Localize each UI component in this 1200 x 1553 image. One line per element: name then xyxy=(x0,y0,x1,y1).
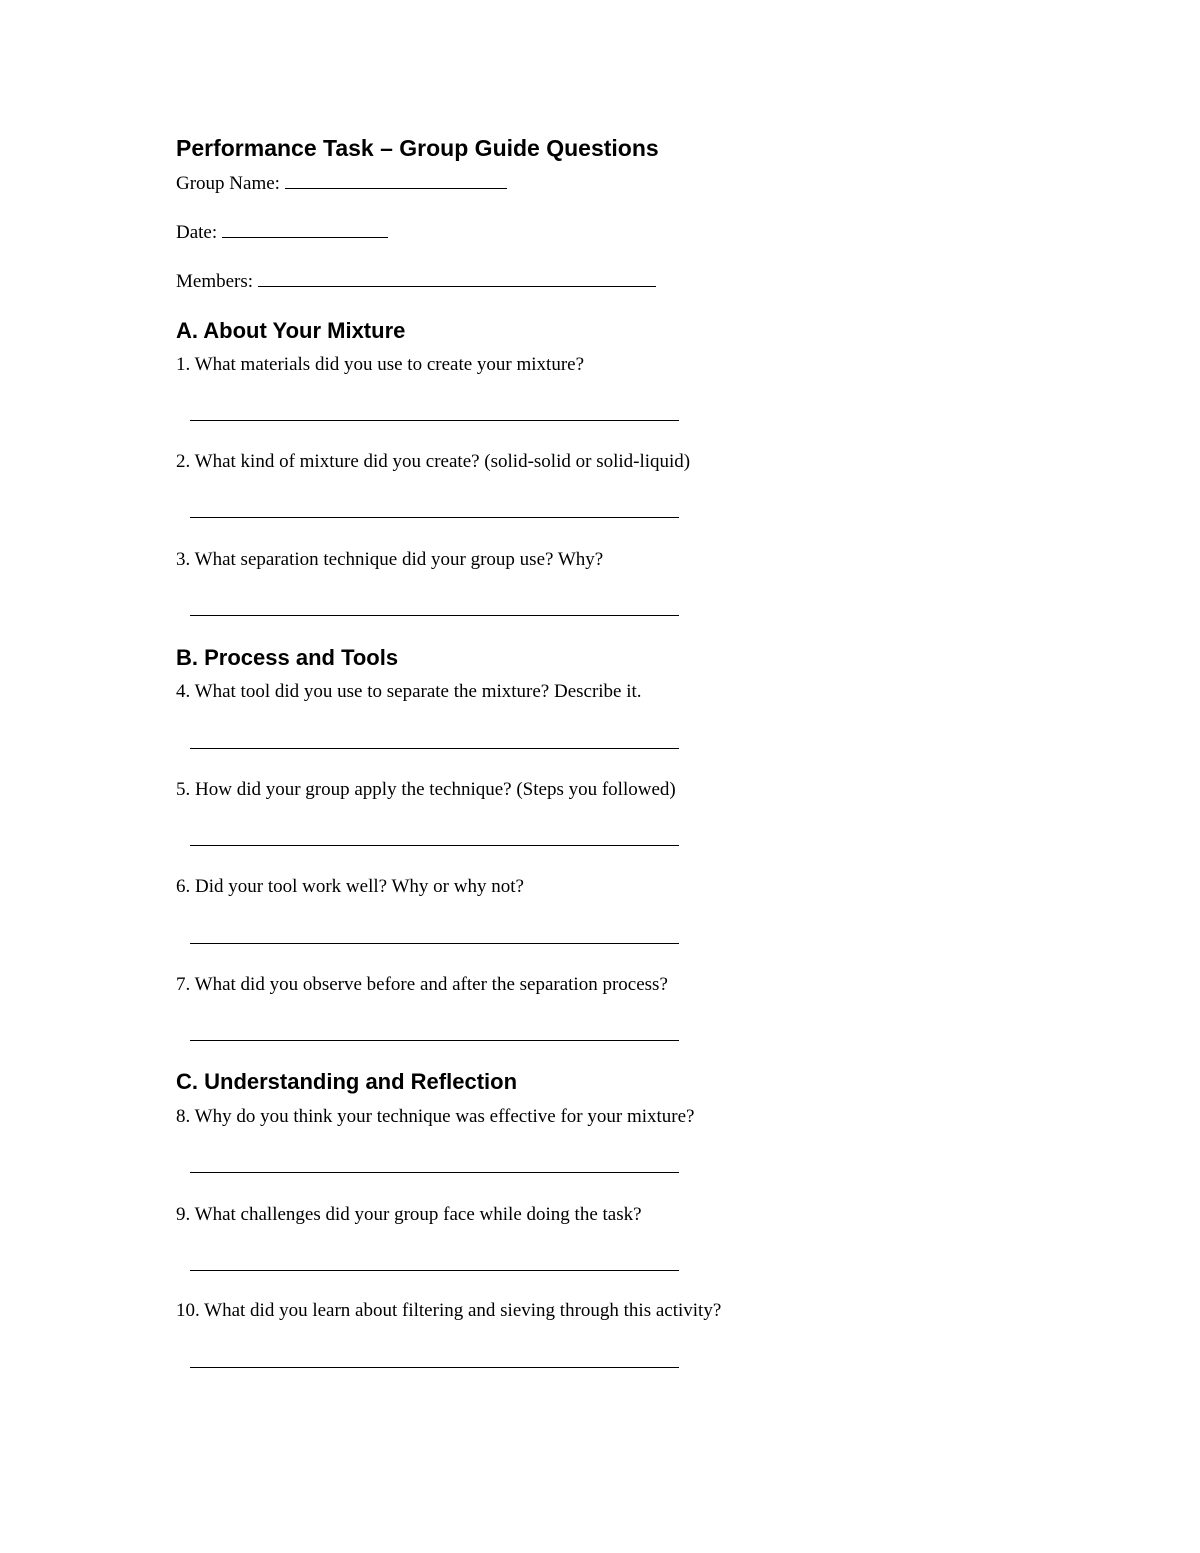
date-blank[interactable] xyxy=(222,220,388,238)
section-heading-b: B. Process and Tools xyxy=(176,645,399,670)
members-label: Members: xyxy=(176,271,254,292)
answer-line-4[interactable] xyxy=(190,748,679,749)
answer-line-3[interactable] xyxy=(190,615,679,616)
page-title: Performance Task – Group Guide Questions xyxy=(176,135,659,161)
answer-line-8[interactable] xyxy=(190,1172,679,1173)
date-label: Date: xyxy=(176,222,218,243)
answer-line-5[interactable] xyxy=(190,845,679,846)
question-1: 1. What materials did you use to create your mixture? xyxy=(176,354,585,375)
group-name-blank[interactable] xyxy=(285,171,507,189)
question-8: 8. Why do you think your technique was effective for your mixture? xyxy=(176,1106,695,1127)
answer-line-1[interactable] xyxy=(190,420,679,421)
question-3: 3. What separation technique did your group use? Why? xyxy=(176,549,604,570)
answer-line-10[interactable] xyxy=(190,1367,679,1368)
members-blank[interactable] xyxy=(258,269,656,287)
question-4: 4. What tool did you use to separate the mixture? Describe it. xyxy=(176,681,642,702)
question-9: 9. What challenges did your group face while doing the task? xyxy=(176,1204,642,1225)
answer-line-2[interactable] xyxy=(190,517,679,518)
section-heading-c: C. Understanding and Reflection xyxy=(176,1069,518,1094)
answer-line-9[interactable] xyxy=(190,1270,679,1271)
question-10: 10. What did you learn about filtering and sieving through this activity? xyxy=(176,1300,722,1321)
members-row xyxy=(176,269,656,294)
date-row xyxy=(176,220,388,245)
question-5: 5. How did your group apply the technique? (Steps you followed) xyxy=(176,779,676,800)
question-7: 7. What did you observe before and after the separation process? xyxy=(176,974,668,995)
question-6: 6. Did your tool work well? Why or why not? xyxy=(176,876,524,897)
group-name-label: Group Name: xyxy=(176,173,280,194)
group-name-row xyxy=(176,171,507,196)
question-2: 2. What kind of mixture did you create? (solid-solid or solid-liquid) xyxy=(176,451,691,472)
answer-line-6[interactable] xyxy=(190,943,679,944)
answer-line-7[interactable] xyxy=(190,1040,679,1041)
section-heading-a: A. About Your Mixture xyxy=(176,318,406,343)
